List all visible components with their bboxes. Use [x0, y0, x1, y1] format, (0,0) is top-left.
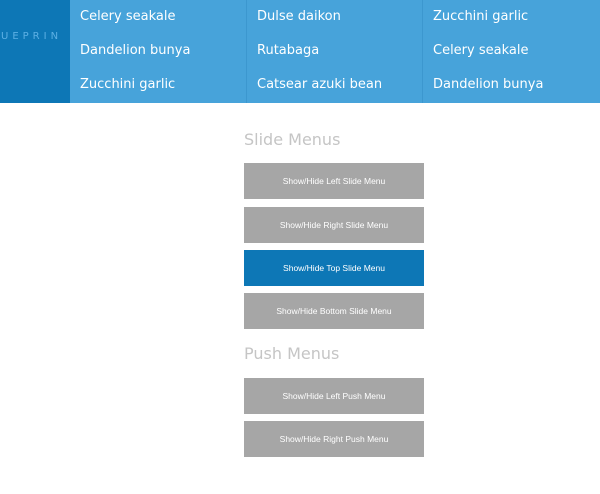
top-slide-menu	[0, 0, 600, 103]
menu-link[interactable]: Rutabaga	[257, 43, 320, 58]
menu-link[interactable]: Celery seakale	[433, 43, 529, 58]
menu-link[interactable]: Dulse daikon	[257, 9, 341, 24]
menu-link[interactable]: Zucchini garlic	[433, 9, 529, 24]
logo-text: UEPRIN	[1, 31, 63, 42]
toggle-left-slide-menu-button[interactable]: Show/Hide Left Slide Menu	[244, 163, 424, 199]
toggle-bottom-slide-menu-button[interactable]: Show/Hide Bottom Slide Menu	[244, 293, 424, 329]
menu-link[interactable]: Celery seakale	[80, 9, 176, 24]
toggle-top-slide-menu-button[interactable]: Show/Hide Top Slide Menu	[244, 250, 424, 286]
toggle-left-push-menu-button[interactable]: Show/Hide Left Push Menu	[244, 378, 424, 414]
menu-column-1	[70, 0, 246, 103]
menu-link[interactable]: Zucchini garlic	[80, 77, 176, 92]
menu-link[interactable]: Catsear azuki bean	[257, 77, 383, 92]
menu-link[interactable]: Dandelion bunya	[433, 77, 544, 92]
toggle-right-push-menu-button[interactable]: Show/Hide Right Push Menu	[244, 421, 424, 457]
logo-block	[0, 0, 70, 103]
toggle-right-slide-menu-button[interactable]: Show/Hide Right Slide Menu	[244, 207, 424, 243]
menu-link[interactable]: Dandelion bunya	[80, 43, 191, 58]
menu-column-2	[246, 0, 422, 103]
slide-menus-title: Slide Menus	[244, 130, 341, 149]
menu-column-3	[422, 0, 600, 103]
push-menus-title: Push Menus	[244, 344, 340, 363]
